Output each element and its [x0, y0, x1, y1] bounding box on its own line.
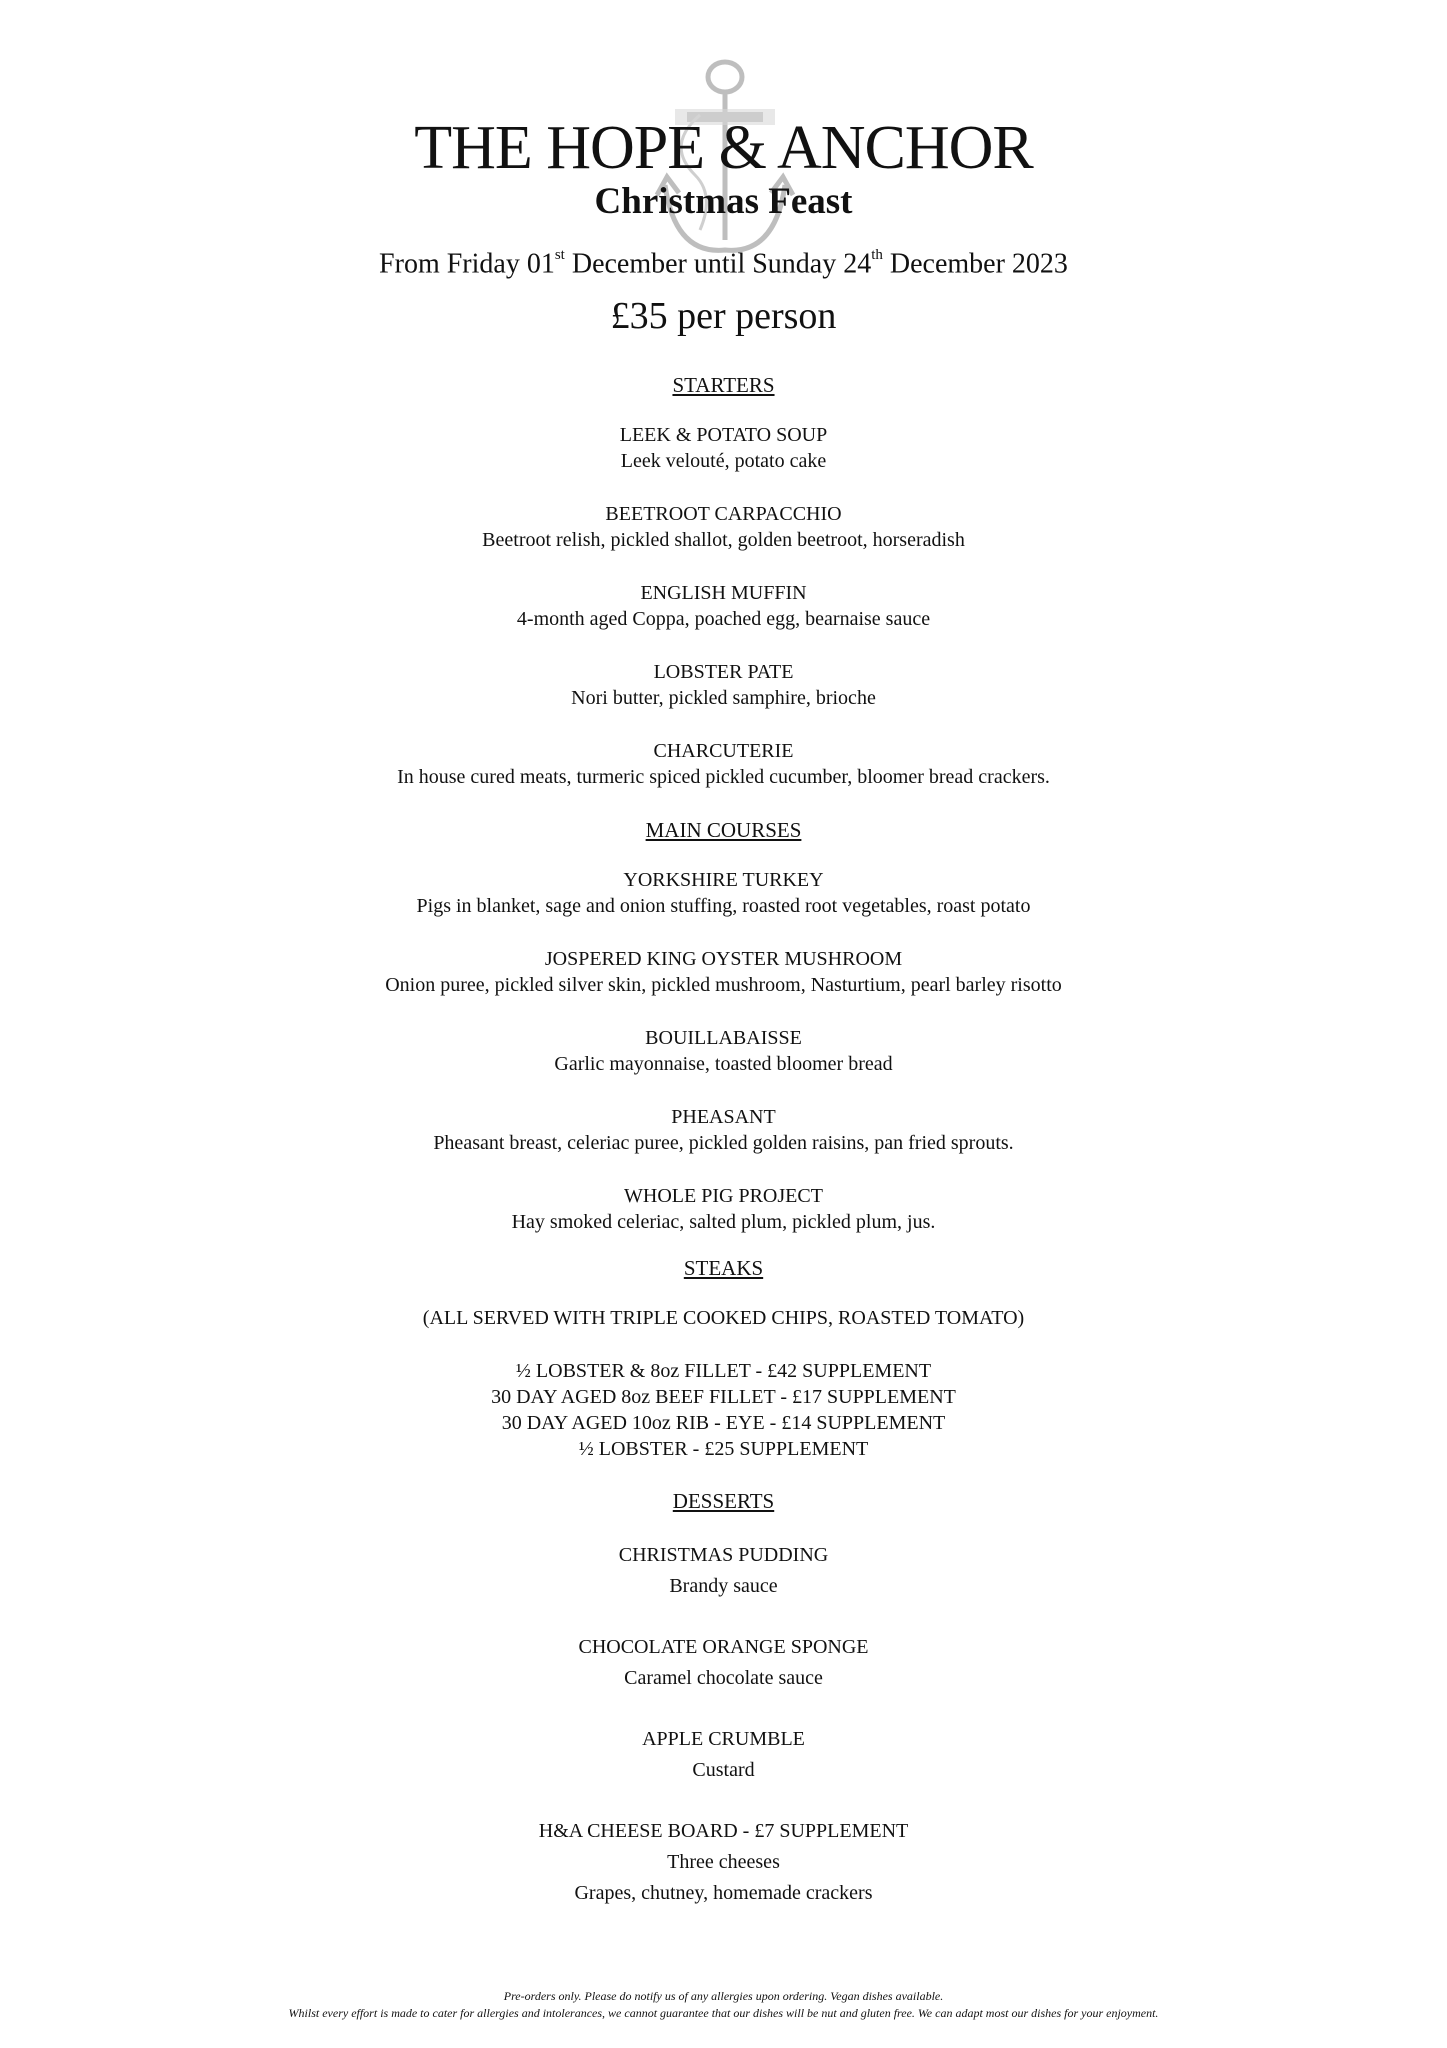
dish-description: Caramel chocolate sauce	[624, 1667, 823, 1689]
restaurant-name: THE HOPE & ANCHOR	[414, 114, 1033, 182]
dish-name: PHEASANT	[671, 1106, 776, 1128]
dish-description: Nori butter, pickled samphire, brioche	[571, 687, 876, 709]
dessert-item	[0, 1632, 1447, 1694]
dish-name: CHOCOLATE ORANGE SPONGE	[578, 1636, 869, 1658]
steaks-note: (ALL SERVED WITH TRIPLE COOKED CHIPS, ROASTED TOMATO)	[422, 1307, 1025, 1329]
menu-dates	[0, 240, 1447, 282]
starter-item	[0, 738, 1447, 790]
starter-item	[0, 580, 1447, 632]
steak-list	[0, 1358, 1447, 1462]
dish-description: Leek velouté, potato cake	[620, 450, 827, 472]
menu-body	[0, 372, 1447, 1939]
steak-item: ½ LOBSTER & 8oz FILLET - £42 SUPPLEMENT	[515, 1360, 932, 1382]
dish-name: JOSPERED KING OYSTER MUSHROOM	[544, 948, 903, 970]
dish-description: Grapes, chutney, homemade crackers	[574, 1882, 873, 1904]
dish-name: ENGLISH MUFFIN	[640, 582, 807, 604]
dish-description: Beetroot relish, pickled shallot, golden beetroot, horseradish	[482, 529, 965, 551]
menu-price: £35 per person	[610, 295, 837, 337]
dish-name: LEEK & POTATO SOUP	[619, 424, 828, 446]
dessert-item	[0, 1540, 1447, 1602]
main-item	[0, 1025, 1447, 1077]
steaks-heading: STEAKS	[683, 1256, 764, 1280]
main-item	[0, 946, 1447, 998]
footer-notes	[0, 1988, 1447, 2022]
dish-name: LOBSTER PATE	[653, 661, 794, 683]
dish-name: BEETROOT CARPACCHIO	[605, 503, 842, 525]
footer-line-2: Whilst every effort is made to cater for allergies and intolerances, we cannot guarantee that our dishes will be nut and gluten free. We can adapt most our dishes for your enjoyment.	[288, 2006, 1159, 2020]
dates-sup-1: st	[554, 247, 565, 263]
dish-description: Garlic mayonnaise, toasted bloomer bread	[554, 1053, 893, 1075]
desserts-heading: DESSERTS	[672, 1489, 775, 1513]
main-item	[0, 1104, 1447, 1156]
footer-line-1: Pre-orders only. Please do notify us of any allergies upon ordering. Vegan dishes available.	[503, 1989, 944, 2003]
steak-item: 30 DAY AGED 10oz RIB - EYE - £14 SUPPLEMENT	[501, 1412, 946, 1434]
dish-name: YORKSHIRE TURKEY	[623, 869, 824, 891]
dish-name: CHARCUTERIE	[653, 740, 794, 762]
steak-item: ½ LOBSTER - £25 SUPPLEMENT	[578, 1438, 869, 1460]
dish-name: WHOLE PIG PROJECT	[624, 1185, 823, 1207]
dates-sup-2: th	[871, 247, 883, 263]
starter-item	[0, 422, 1447, 474]
dish-description: 4-month aged Coppa, poached egg, bearnaise sauce	[516, 608, 931, 630]
dish-name: H&A CHEESE BOARD - £7 SUPPLEMENT	[538, 1820, 909, 1842]
dates-prefix: From Friday 01	[379, 248, 555, 280]
dish-description: Hay smoked celeriac, salted plum, pickled plum, jus.	[511, 1211, 936, 1233]
dish-name: BOUILLABAISSE	[645, 1027, 802, 1049]
dish-name: APPLE CRUMBLE	[642, 1728, 805, 1750]
dish-description: Custard	[692, 1759, 755, 1781]
dish-description: Pigs in blanket, sage and onion stuffing, roasted root vegetables, roast potato	[416, 895, 1031, 917]
dish-description: In house cured meats, turmeric spiced pickled cucumber, bloomer bread crackers.	[397, 766, 1050, 788]
cheese-board-item	[0, 1816, 1447, 1909]
dish-description: Onion puree, pickled silver skin, pickled mushroom, Nasturtium, pearl barley risotto	[385, 974, 1062, 996]
starter-item	[0, 501, 1447, 553]
starters-heading: STARTERS	[672, 373, 775, 397]
main-item	[0, 867, 1447, 919]
main-item	[0, 1183, 1447, 1235]
dates-suffix: December 2023	[882, 248, 1068, 280]
dish-description: Brandy sauce	[669, 1575, 778, 1597]
mains-heading: MAIN COURSES	[645, 818, 802, 842]
steak-item: 30 DAY AGED 8oz BEEF FILLET - £17 SUPPLEMENT	[491, 1386, 956, 1408]
dates-middle: December until Sunday 24	[564, 248, 872, 280]
menu-title: Christmas Feast	[594, 181, 853, 222]
dish-description: Three cheeses	[667, 1851, 780, 1873]
dish-description: Pheasant breast, celeriac puree, pickled golden raisins, pan fried sprouts.	[433, 1132, 1014, 1154]
starter-item	[0, 659, 1447, 711]
dessert-item	[0, 1724, 1447, 1786]
dish-name: CHRISTMAS PUDDING	[618, 1544, 829, 1566]
